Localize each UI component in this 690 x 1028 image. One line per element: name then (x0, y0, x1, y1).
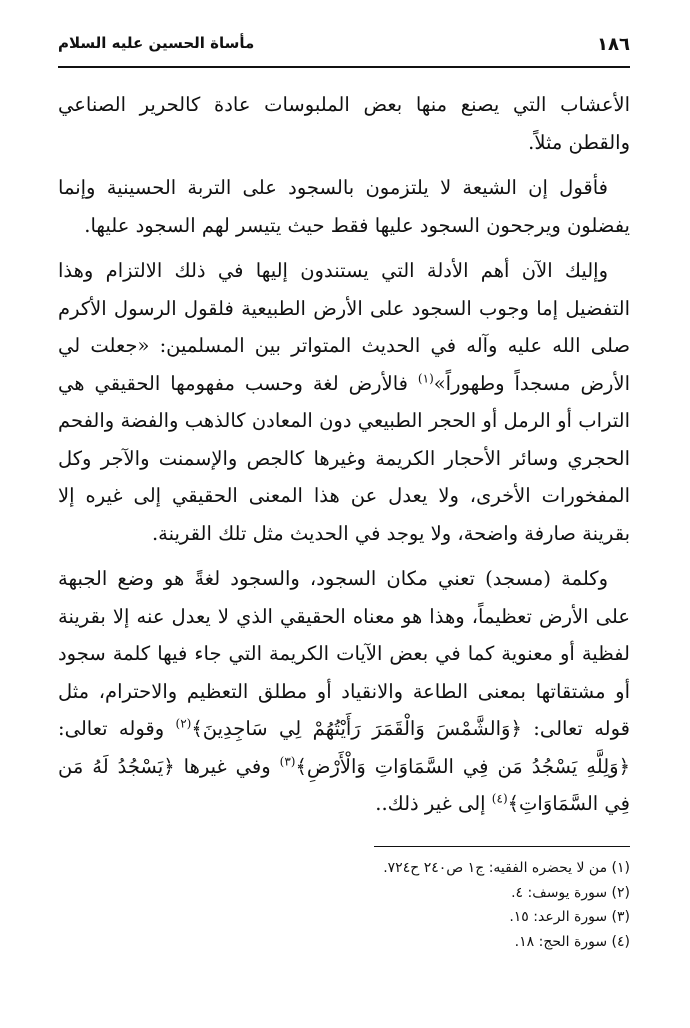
paragraph-text: فالأرض لغة وحسب مفهومها الحقيقي هي التراب أو الرمل أو الحجر الطبيعي دون المعادن كالذهب والفضة والفحم الحجري وسائر الأحجار الكريمة وغيرها كالجص والإسمنت والآجر وكل المفخورات الأخرى، ولا يعدل عن هذا المعنى الحقيقي إلى غيره إلا بقرينة صارفة واضحة، ولا يوجد في الحديث مثل تلك القرينة. (58, 371, 630, 545)
footnote-marker: (٢) (175, 716, 192, 731)
paragraph-1 (58, 86, 630, 161)
footnotes (58, 856, 630, 954)
paragraph-text: وكلمة (مسجد) تعني مكان السجود، والسجود لغةً هو وضع الجبهة على الأرض تعظيماً، وهذا هو معناه الحقيقي الذي لا يعدل عنه إلا بقرينة لفظية أو معنوية كما في بعض الآيات الكريمة التي جاء فيها كلمة سجود أو مشتقاتها بمعنى الطاعة والانقياد أو مطلق التعظيم والاحترام، مثل قوله تعالى: ﴿وَالشَّمْسَ وَالْقَمَرَ رَأَيْتُهُمْ لِي سَاجِدِينَ﴾ (58, 567, 630, 740)
footnote-2: (٢) سورة يوسف: ٤. (511, 884, 630, 901)
footnote-4: (٤) سورة الحج: ١٨. (514, 933, 630, 950)
paragraph-4 (58, 560, 630, 823)
footnote-marker: (١) (417, 371, 434, 385)
paragraph-text: وفي غيرها ﴿يَسْجُدُ لَهُ مَن فِي السَّمَاوَاتِ﴾ (58, 754, 630, 815)
footnote-1: (١) من لا يحضره الفقيه: ج١ ص٢٤٠ ح٧٢٤. (383, 860, 630, 876)
footnote-marker: (٣) (279, 754, 296, 768)
paragraph-text: وإليك الآن أهم الأدلة التي يستندون إليها في ذلك الالتزام وهذا التفضيل إما وجوب السجود على الأرض الطبيعية فلقول الرسول الأكرم صلى الله عليه وآله في الحديث المتواتر بين المسلمين: «جعلت لي الأرض مسجداً وطهوراً» (58, 259, 630, 395)
page-number: ١٨٦ (597, 34, 630, 55)
paragraph-text: وقوله تعالى: ﴿وَلِلَّهِ يَسْجُدُ مَن فِي السَّمَاوَاتِ وَالْأَرْضِ﴾ (58, 717, 630, 778)
paragraph-text: فأقول إن الشيعة لا يلتزمون بالسجود على التربة الحسينية وإنما يفضلون ويرجحون السجود عليها فقط حيث يتيسر لهم السجود عليها. (58, 176, 630, 237)
paragraph-text: الأعشاب التي يصنع منها بعض الملبوسات عادة كالحرير الصناعي والقطن مثلاً. (58, 93, 630, 154)
footnote-marker: (٤) (491, 791, 508, 806)
paragraph-2 (58, 169, 630, 244)
main-text (58, 86, 630, 831)
running-title: مأساة الحسين عليه السلام (58, 34, 255, 52)
footnote-3: (٣) سورة الرعد: ١٥. (509, 909, 630, 925)
footnote-divider (374, 846, 630, 847)
paragraph-3 (58, 252, 630, 552)
paragraph-text: إلى غير ذلك.. (375, 792, 492, 815)
page-header (58, 32, 630, 62)
header-divider (58, 66, 630, 68)
